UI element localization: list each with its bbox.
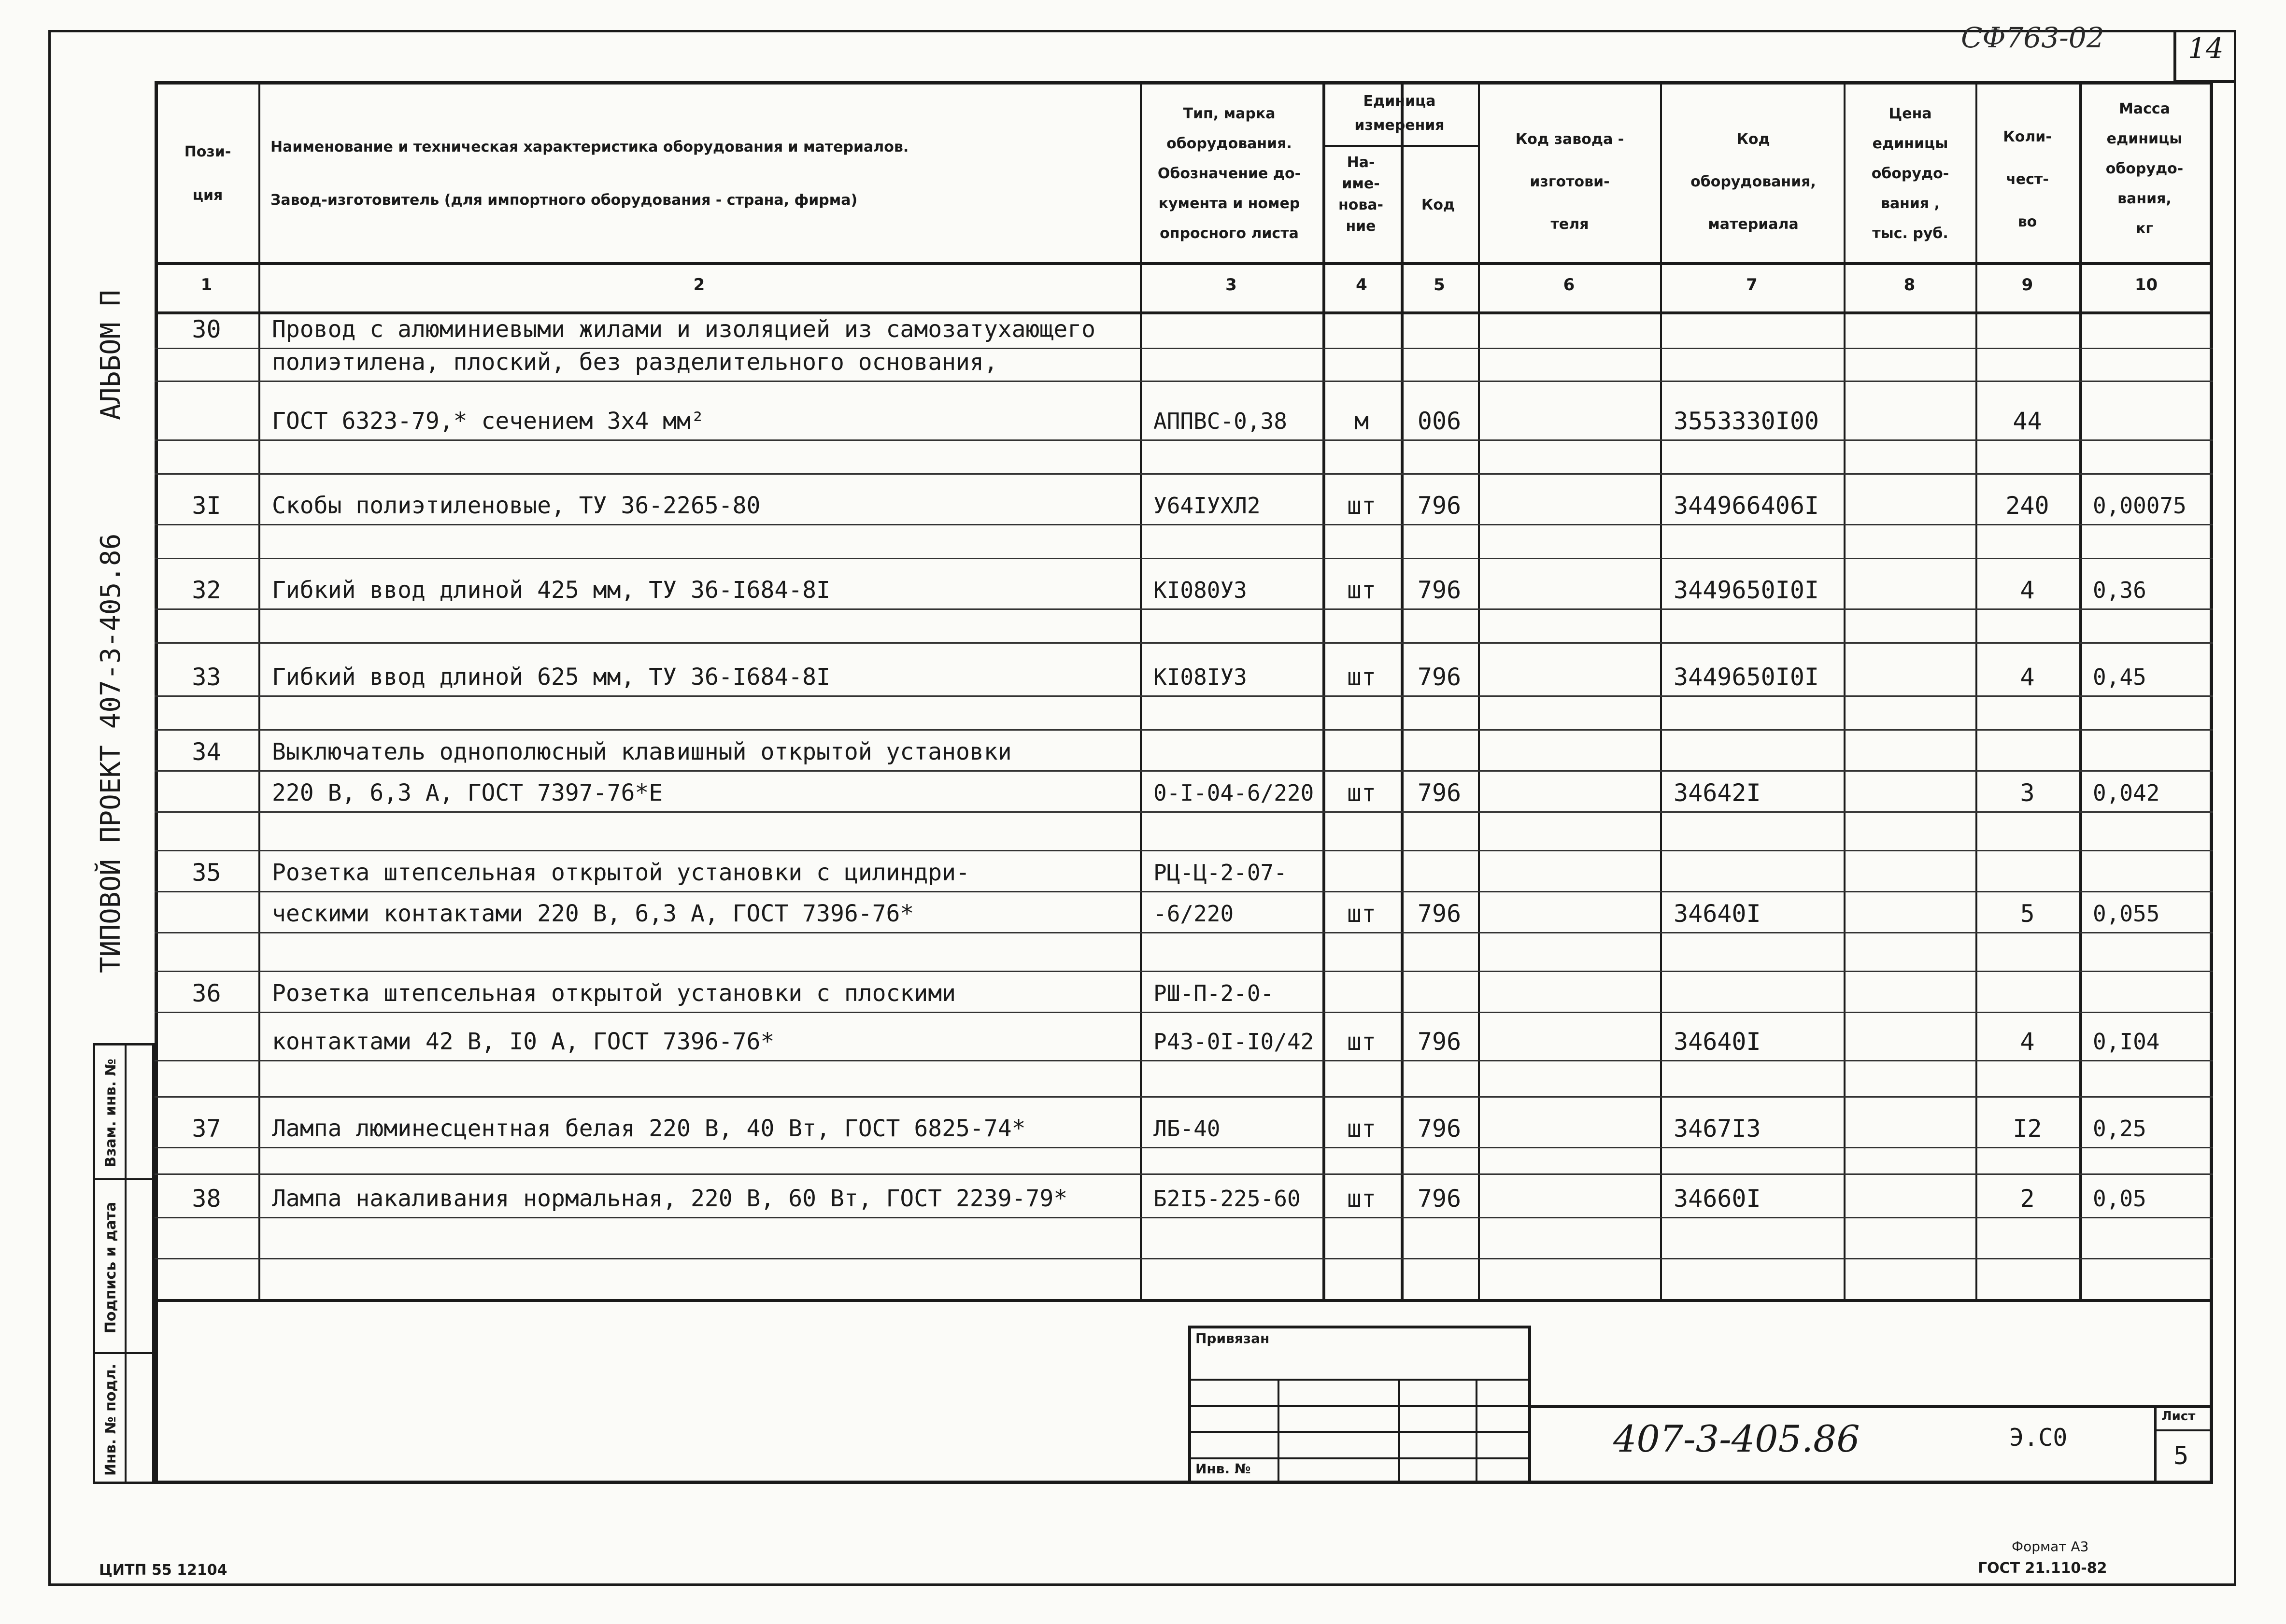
column-number: 2 [693, 275, 705, 295]
row-name: Розетка штепсельная открытой установки с цилиндри- [272, 859, 970, 886]
row-qty: 44 [2013, 407, 2042, 435]
row-code: 796 [1417, 900, 1462, 928]
row-code: 796 [1417, 1185, 1462, 1213]
sheet-code: Э.С0 [2009, 1424, 2068, 1452]
row-eq: 3449650I0I [1674, 576, 1819, 604]
column-number: 9 [2021, 275, 2033, 295]
row-type: У64IУХЛ2 [1153, 493, 1261, 519]
row-eq: 34640I [1674, 900, 1761, 928]
row-type: КI080У3 [1153, 577, 1247, 603]
row-name: ческими контактами 220 В, 6,3 А, ГОСТ 7396-76* [272, 900, 914, 927]
row-name: Провод с алюминиевыми жилами и изоляцией из самозатухающего [272, 316, 1096, 343]
column-number: 5 [1434, 275, 1445, 295]
column-number: 10 [2134, 275, 2158, 295]
row-type: -6/220 [1153, 901, 1234, 927]
header-name: Наименование и техническая характеристика оборудования и материалов. Завод-изготовитель (для импортного оборудования - страна, фирма) [270, 139, 909, 209]
header-type: Тип, марка оборудования. Обозначение до- кумента и номер опросного листа [1157, 105, 1301, 242]
row-eq: 34640I [1674, 1028, 1761, 1056]
header-plant-code: Код завода - изготови- теля [1515, 131, 1624, 233]
album-title: АЛЬБОМ П [95, 290, 127, 420]
list-label: Лист [2161, 1409, 2196, 1424]
column-number: 8 [1903, 275, 1916, 295]
row-pos: 37 [192, 1115, 221, 1143]
header-price: Цена единицы оборудо- вания , тыс. руб. [1871, 105, 1949, 242]
header-unit-group: Единица измерения [1354, 93, 1445, 134]
header-mass: Масса единицы оборудо- вания, кг [2105, 100, 2184, 237]
row-type: 0-I-04-6/220 [1153, 780, 1314, 806]
inv-no-label: Инв. № [1195, 1461, 1251, 1477]
row-type: РШ-П-2-0- [1153, 980, 1274, 1006]
stamp-vzam: Взам. инв. № [102, 1059, 119, 1168]
handwritten-code: СФ763-02 [1961, 21, 2104, 54]
row-name: ГОСТ 6323-79,* сечением 3х4 мм² [272, 408, 705, 435]
footer-format: Формат А3 [2012, 1539, 2089, 1554]
row-code: 796 [1417, 492, 1462, 520]
privyazan-box [1188, 1326, 1531, 1484]
privyazan-label: Привязан [1195, 1330, 1270, 1346]
row-type: Б2I5-225-60 [1153, 1186, 1301, 1212]
page-number: 14 [2188, 32, 2224, 65]
row-unit: м [1354, 407, 1369, 435]
row-qty: 3 [2020, 779, 2035, 807]
row-pos: 35 [192, 859, 221, 887]
row-pos: 36 [192, 979, 221, 1007]
row-unit: шт [1347, 900, 1377, 928]
row-code: 796 [1417, 576, 1462, 604]
row-eq: 3467I3 [1674, 1115, 1761, 1143]
row-type: КI08IУ3 [1153, 664, 1247, 690]
row-qty: 2 [2020, 1185, 2035, 1213]
footer-gost: ГОСТ 21.110-82 [1978, 1560, 2107, 1577]
row-code: 796 [1417, 1115, 1462, 1143]
doc-number: 407-3-405.86 [1613, 1417, 1860, 1460]
row-unit: шт [1347, 1185, 1377, 1213]
row-name: Гибкий ввод длиной 425 мм, ТУ 36-I684-8I [272, 577, 830, 604]
row-qty: 240 [2005, 492, 2049, 520]
row-name: Розетка штепсельная открытой установки с плоскими [272, 980, 956, 1007]
row-mass: 0,36 [2093, 577, 2146, 603]
row-type: РЦ-Ц-2-07- [1153, 860, 1287, 886]
row-mass: 0,05 [2093, 1186, 2146, 1212]
column-number: 4 [1356, 275, 1367, 295]
project-title: ТИПОВОЙ ПРОЕКТ 407-3-405.86 [95, 533, 127, 973]
row-code: 796 [1417, 779, 1462, 807]
row-eq: 34660I [1674, 1185, 1761, 1213]
row-qty: 5 [2020, 900, 2035, 928]
row-pos: 30 [192, 315, 221, 343]
row-eq: 34642I [1674, 779, 1761, 807]
row-pos: 34 [192, 738, 221, 766]
row-pos: 33 [192, 663, 221, 691]
row-name: Выключатель однополюсный клавишный открытой установки [272, 738, 1012, 765]
row-mass: 0,042 [2093, 780, 2160, 806]
row-name: Лампа люминесцентная белая 220 В, 40 Вт, ГОСТ 6825-74* [272, 1115, 1026, 1142]
row-qty: 4 [2020, 576, 2035, 604]
row-unit: шт [1347, 1115, 1377, 1143]
row-type: АППВС-0,38 [1153, 408, 1287, 434]
row-unit: шт [1347, 663, 1377, 691]
row-qty: I2 [2013, 1115, 2042, 1143]
row-qty: 4 [2020, 663, 2035, 691]
row-qty: 4 [2020, 1028, 2035, 1056]
header-equip-code: Код оборудования, материала [1690, 131, 1816, 233]
row-name: Скобы полиэтиленовые, ТУ 36-2265-80 [272, 492, 761, 519]
stamp-podpis: Подпись и дата [102, 1201, 119, 1334]
row-unit: шт [1347, 779, 1377, 807]
row-unit: шт [1347, 492, 1377, 520]
header-qty: Коли- чест- во [2003, 128, 2052, 230]
row-pos: 32 [192, 576, 221, 604]
row-pos: 38 [192, 1185, 221, 1213]
row-pos: 3I [192, 492, 221, 520]
stamp-inv-podl: Инв. № подл. [102, 1363, 119, 1476]
footer-left: ЦИТП 55 12104 [99, 1562, 227, 1579]
column-number: 6 [1563, 275, 1575, 295]
column-number: 1 [200, 275, 213, 295]
row-mass: 0,00075 [2093, 493, 2187, 519]
header-unit-name: На- име- нова- ние [1338, 154, 1384, 235]
row-mass: 0,25 [2093, 1116, 2146, 1142]
row-name: контактами 42 В, I0 А, ГОСТ 7396-76* [272, 1028, 775, 1055]
row-mass: 0,45 [2093, 664, 2146, 690]
row-code: 796 [1417, 663, 1462, 691]
row-mass: 0,055 [2093, 901, 2160, 927]
row-name: полиэтилена, плоский, без разделительного основания, [272, 349, 998, 376]
row-code: 006 [1417, 407, 1462, 435]
header-unit-code: Код [1421, 197, 1455, 213]
row-type: ЛБ-40 [1153, 1116, 1221, 1142]
row-eq: 3553330I00 [1674, 407, 1819, 435]
row-name: Лампа накаливания нормальная, 220 В, 60 Вт, ГОСТ 2239-79* [272, 1185, 1068, 1212]
column-number: 3 [1225, 275, 1237, 295]
row-unit: шт [1347, 576, 1377, 604]
list-value: 5 [2173, 1441, 2189, 1470]
row-eq: 344966406I [1674, 492, 1819, 520]
row-name: 220 В, 6,3 А, ГОСТ 7397-76*Е [272, 779, 663, 806]
row-type: Р43-0I-I0/42 [1153, 1029, 1314, 1055]
column-number: 7 [1746, 275, 1758, 295]
row-name: Гибкий ввод длиной 625 мм, ТУ 36-I684-8I [272, 664, 830, 691]
row-unit: шт [1347, 1028, 1377, 1056]
row-eq: 3449650I0I [1674, 663, 1819, 691]
row-code: 796 [1417, 1028, 1462, 1056]
row-mass: 0,I04 [2093, 1029, 2160, 1055]
header-pos: Пози- ция [184, 143, 231, 204]
